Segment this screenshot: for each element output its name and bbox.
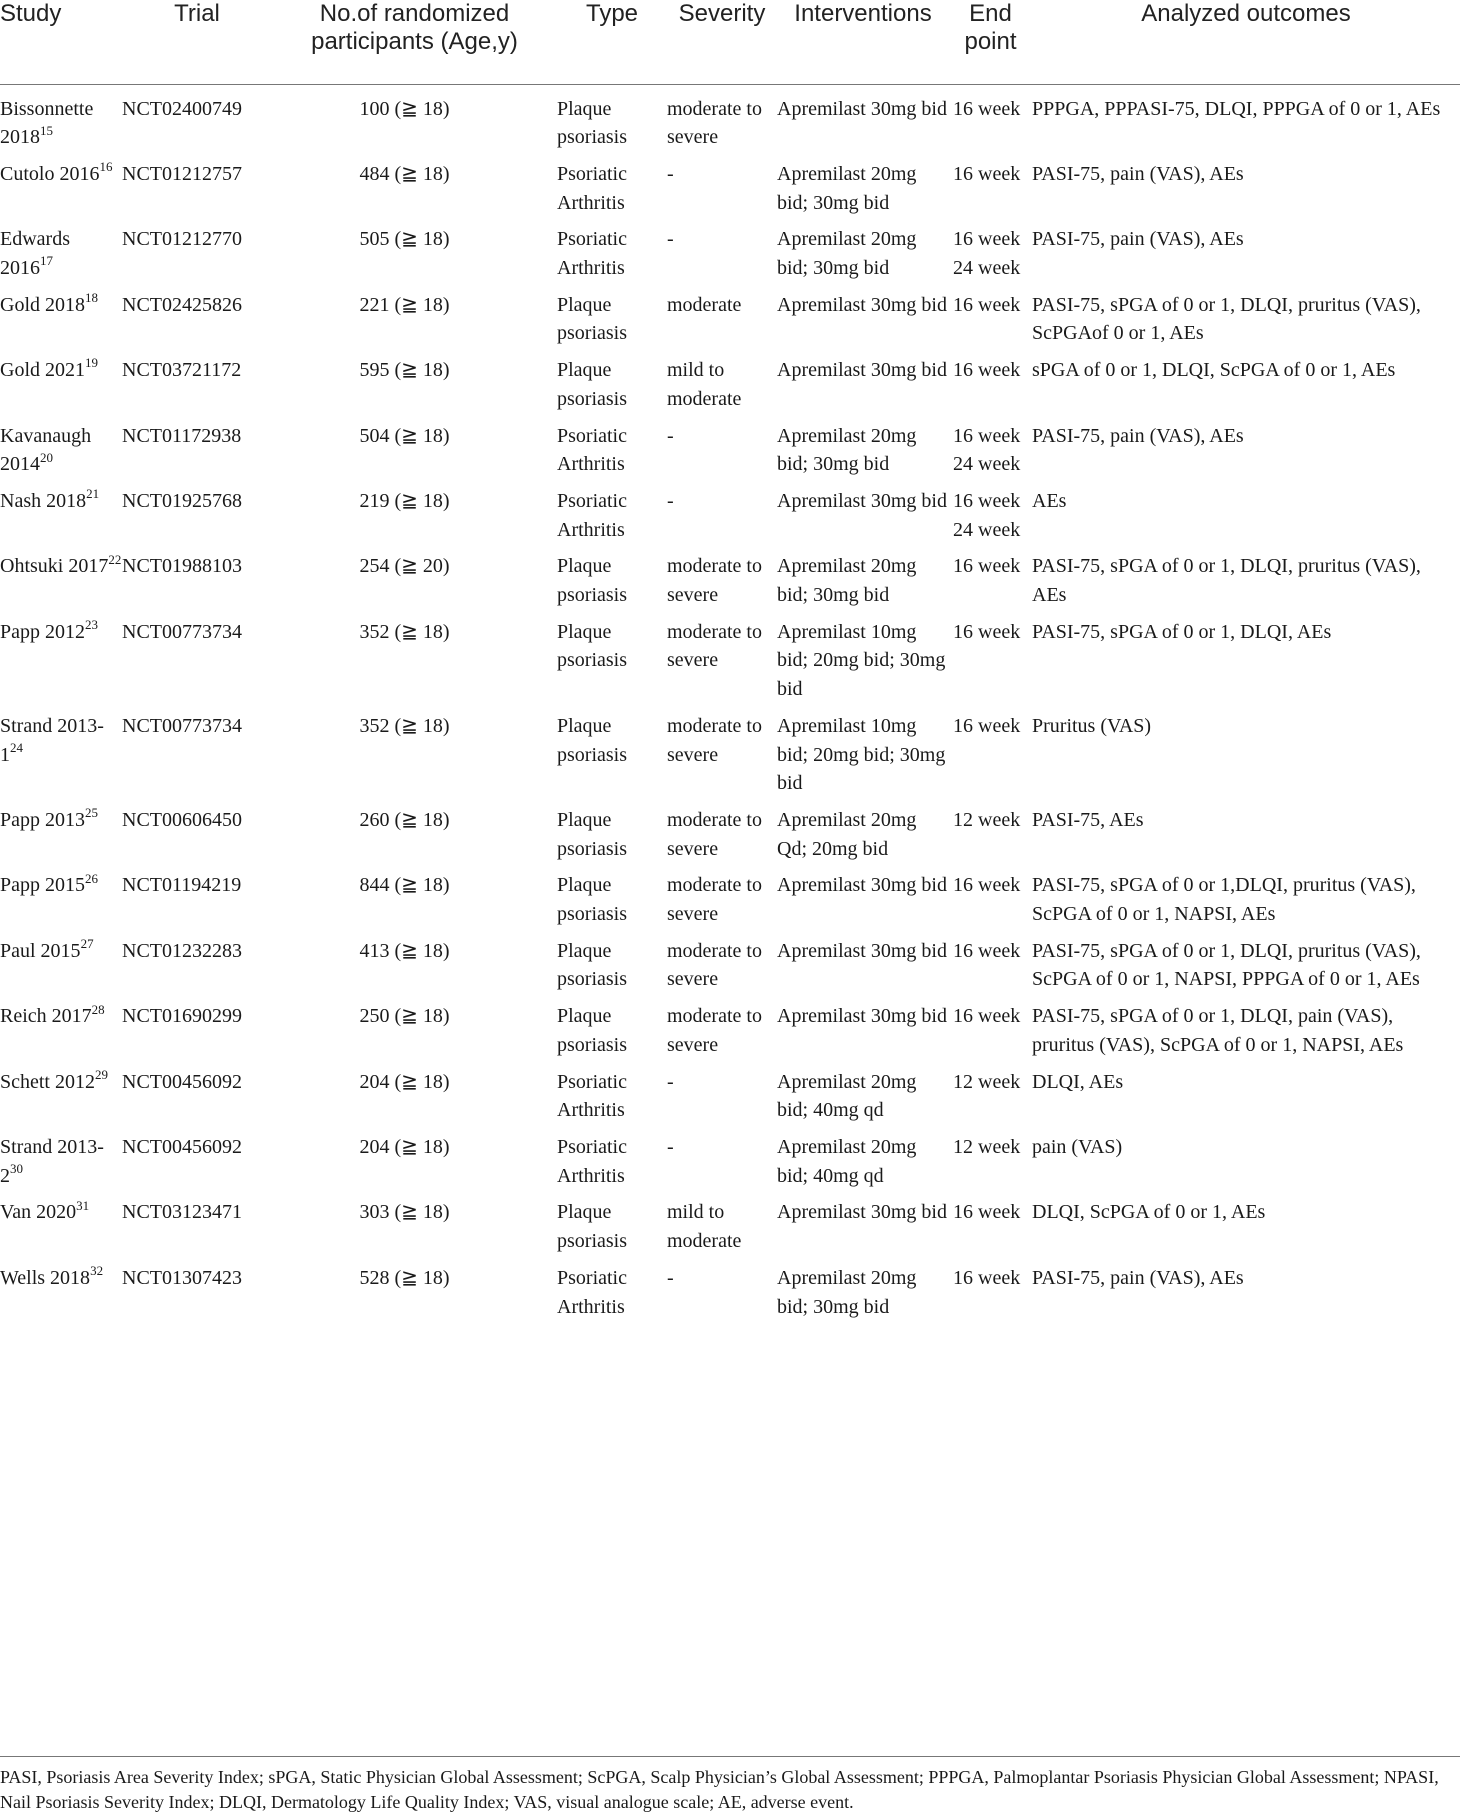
trial-cell: NCT00456092 [122, 1136, 242, 1158]
reference-number: 30 [10, 1161, 23, 1177]
reference-number: 18 [85, 290, 98, 306]
study-name: Ohtsuki 2017 [0, 555, 109, 578]
reference-number: 16 [99, 159, 113, 175]
participants-cell: 484 (≧ 18) [359, 162, 450, 185]
outcomes-cell: DLQI, ScPGA of 0 or 1, AEs [1032, 1201, 1266, 1224]
outcomes-cell: PASI-75, sPGA of 0 or 1,DLQI, pruritus (VAS), ScPGA of 0 or 1, NAPSI, AEs [1032, 874, 1416, 926]
trial-cell: NCT02400749 [122, 97, 242, 120]
table-header [0, 0, 1460, 84]
severity-cell: - [667, 1136, 674, 1158]
end-point-cell: 16 week [953, 555, 1021, 578]
study-cell [0, 552, 122, 617]
table-row [0, 871, 1460, 936]
study-name: Papp 2013 [0, 808, 85, 831]
outcomes-cell: AEs [1032, 489, 1067, 512]
study-cell [0, 1133, 122, 1198]
outcomes-cell: PASI-75, sPGA of 0 or 1, DLQI, pruritus (VAS), AEs [1032, 555, 1421, 607]
outcomes-cell: PASI-75, pain (VAS), AEs [1032, 424, 1244, 447]
type-cell: Plaque psoriasis [557, 620, 627, 672]
interventions-cell: Apremilast 30mg bid [777, 359, 947, 382]
participants-cell: 504 (≧ 18) [359, 424, 450, 447]
interventions-cell: Apremilast 30mg bid [777, 97, 947, 120]
trial-cell: NCT01925768 [122, 489, 242, 512]
header-type: Type [557, 0, 667, 84]
end-point-cell: 16 week [953, 97, 1021, 120]
interventions-cell: Apremilast 30mg bid [777, 939, 947, 962]
interventions-cell: Apremilast 30mg bid [777, 489, 947, 512]
end-point-cell: 16 week 24 week [953, 489, 1021, 541]
trial-cell: NCT00606450 [122, 808, 242, 831]
interventions-cell: Apremilast 20mg Qd; 20mg bid [777, 808, 917, 860]
participants-cell: 260 (≧ 18) [359, 808, 450, 831]
end-point-cell: 16 week [953, 939, 1021, 962]
severity-cell: moderate to severe [667, 874, 762, 926]
trial-cell: NCT01212757 [122, 162, 242, 185]
severity-cell: - [667, 489, 674, 512]
reference-number: 29 [95, 1066, 108, 1082]
outcomes-cell: PASI-75, sPGA of 0 or 1, DLQI, pruritus (VAS), ScPGAof 0 or 1, AEs [1032, 293, 1421, 345]
interventions-cell: Apremilast 20mg bid; 30mg bid [777, 424, 917, 476]
severity-cell: moderate [667, 293, 742, 316]
type-cell: Plaque psoriasis [557, 808, 627, 860]
header-end-point-line-2: point [964, 28, 1017, 55]
header-study: Study [0, 0, 122, 84]
participants-cell: 844 (≧ 18) [359, 874, 450, 897]
outcomes-cell: pain (VAS) [1032, 1136, 1123, 1158]
interventions-cell: Apremilast 20mg bid; 40mg qd [777, 1136, 917, 1187]
outcomes-cell: Pruritus (VAS) [1032, 714, 1152, 737]
table-row [0, 1264, 1460, 1329]
end-point-cell: 16 week [953, 1266, 1021, 1289]
study-name: Nash 2018 [0, 489, 87, 512]
study-name: Gold 2021 [0, 359, 85, 382]
severity-cell: - [667, 1266, 674, 1289]
participants-cell: 204 (≧ 18) [359, 1136, 450, 1158]
study-cell [0, 1002, 122, 1067]
trial-cell: NCT01988103 [122, 555, 242, 578]
type-cell: Psoriatic Arthritis [557, 489, 627, 541]
header-end-point [949, 0, 1032, 84]
severity-cell: moderate to severe [667, 808, 762, 860]
study-name: Paul 2015 [0, 939, 81, 962]
table-row [0, 487, 1460, 552]
type-cell: Plaque psoriasis [557, 555, 627, 607]
end-point-cell: 16 week 24 week [953, 228, 1021, 280]
study-name: Kavanaugh 2014 [0, 424, 92, 476]
interventions-cell: Apremilast 30mg bid [777, 1201, 947, 1224]
study-name: Strand 2013-2 [0, 1136, 104, 1187]
study-cell [0, 356, 122, 421]
outcomes-cell: PASI-75, pain (VAS), AEs [1032, 162, 1244, 185]
table-row [0, 225, 1460, 290]
table-row [0, 422, 1460, 487]
type-cell: Psoriatic Arthritis [557, 228, 627, 280]
end-point-cell: 12 week [953, 1070, 1021, 1093]
table-body [0, 84, 1460, 1329]
study-name: Papp 2012 [0, 620, 85, 643]
participants-cell: 595 (≧ 18) [359, 359, 450, 382]
trial-cell: NCT03123471 [122, 1201, 242, 1224]
trial-cell: NCT01172938 [122, 424, 242, 447]
table-row [0, 618, 1460, 712]
study-cell [0, 291, 122, 356]
reference-number: 32 [90, 1263, 104, 1279]
study-name: Van 2020 [0, 1201, 77, 1224]
type-cell: Psoriatic Arthritis [557, 424, 627, 476]
end-point-cell: 16 week [953, 359, 1021, 382]
severity-cell: moderate to severe [667, 97, 762, 149]
interventions-cell: Apremilast 20mg bid; 40mg qd [777, 1070, 917, 1122]
severity-cell: moderate to severe [667, 1005, 762, 1056]
interventions-cell: Apremilast 30mg bid [777, 1005, 947, 1028]
participants-cell: 204 (≧ 18) [359, 1070, 450, 1093]
outcomes-cell: PASI-75, sPGA of 0 or 1, DLQI, pruritus (VAS), ScPGA of 0 or 1, NAPSI, PPPGA of 0 or 1, AEs [1032, 939, 1421, 991]
type-cell: Psoriatic Arthritis [557, 162, 627, 214]
study-cell [0, 160, 122, 225]
study-cell [0, 618, 122, 712]
type-cell: Psoriatic Arthritis [557, 1070, 627, 1122]
study-name: Edwards 2016 [0, 228, 70, 280]
severity-cell: - [667, 424, 674, 447]
table-row [0, 356, 1460, 421]
type-cell: Plaque psoriasis [557, 359, 627, 410]
outcomes-cell: PASI-75, pain (VAS), AEs [1032, 1266, 1244, 1289]
study-cell [0, 937, 122, 1002]
interventions-cell: Apremilast 20mg bid; 30mg bid [777, 162, 917, 214]
severity-cell: - [667, 228, 674, 251]
severity-cell: moderate to severe [667, 714, 762, 766]
table-row [0, 806, 1460, 871]
type-cell: Plaque psoriasis [557, 1201, 627, 1253]
interventions-cell: Apremilast 20mg bid; 30mg bid [777, 228, 917, 280]
table-row [0, 160, 1460, 225]
interventions-cell: Apremilast 30mg bid [777, 293, 947, 316]
end-point-cell: 16 week [953, 874, 1021, 897]
end-point-cell: 16 week [953, 1201, 1021, 1224]
trial-cell: NCT01212770 [122, 228, 242, 251]
study-name: Schett 2012 [0, 1070, 95, 1093]
outcomes-cell: PPPGA, PPPASI-75, DLQI, PPPGA of 0 or 1, AEs [1032, 97, 1441, 120]
header-severity: Severity [667, 0, 777, 84]
trial-cell: NCT01690299 [122, 1005, 242, 1028]
reference-number: 31 [76, 1197, 90, 1213]
table-row [0, 552, 1460, 617]
interventions-cell: Apremilast 20mg bid; 30mg bid [777, 555, 917, 607]
study-name: Cutolo 2016 [0, 162, 100, 185]
participants-cell: 303 (≧ 18) [359, 1201, 450, 1224]
reference-number: 24 [10, 739, 23, 755]
end-point-cell: 16 week [953, 620, 1021, 643]
reference-number: 17 [40, 253, 53, 269]
table-row [0, 1068, 1460, 1133]
table-row [0, 291, 1460, 356]
trial-cell: NCT00456092 [122, 1070, 242, 1093]
trial-cell: NCT00773734 [122, 620, 242, 643]
table-row [0, 712, 1460, 806]
type-cell: Plaque psoriasis [557, 1005, 627, 1056]
interventions-cell: Apremilast 20mg bid; 30mg bid [777, 1266, 917, 1318]
participants-cell: 528 (≧ 18) [359, 1266, 450, 1289]
severity-cell: mild to moderate [667, 1201, 742, 1253]
trial-cell: NCT01194219 [122, 874, 242, 897]
reference-number: 28 [91, 1001, 105, 1017]
interventions-cell: Apremilast 30mg bid [777, 874, 947, 897]
header-end-point-line-1: End [969, 0, 1012, 27]
severity-cell: moderate to severe [667, 939, 762, 991]
type-cell: Psoriatic Arthritis [557, 1266, 627, 1318]
study-cell [0, 1068, 122, 1133]
header-interventions: Interventions [777, 0, 949, 84]
study-name: Strand 2013-1 [0, 714, 104, 766]
study-cell [0, 225, 122, 290]
outcomes-cell: PASI-75, sPGA of 0 or 1, DLQI, AEs [1032, 620, 1332, 643]
study-cell [0, 1198, 122, 1263]
participants-cell: 221 (≧ 18) [359, 293, 450, 316]
end-point-cell: 16 week [953, 1005, 1021, 1028]
type-cell: Psoriatic Arthritis [557, 1136, 627, 1187]
end-point-cell: 12 week [953, 808, 1021, 831]
end-point-cell: 12 week [953, 1136, 1021, 1158]
interventions-cell: Apremilast 10mg bid; 20mg bid; 30mg bid [777, 714, 946, 795]
table-row [0, 84, 1460, 160]
outcomes-cell: PASI-75, pain (VAS), AEs [1032, 228, 1244, 251]
study-cell [0, 806, 122, 871]
end-point-cell: 16 week 24 week [953, 424, 1021, 476]
header-trial: Trial [122, 0, 272, 84]
table-row [0, 937, 1460, 1002]
reference-number: 21 [86, 486, 100, 502]
table-row [0, 1133, 1460, 1198]
participants-cell: 219 (≧ 18) [359, 489, 450, 512]
outcomes-cell: PASI-75, sPGA of 0 or 1, DLQI, pain (VAS), pruritus (VAS), ScPGA of 0 or 1, NAPSI, AEs [1032, 1005, 1404, 1056]
outcomes-cell: DLQI, AEs [1032, 1070, 1124, 1093]
study-cell [0, 712, 122, 806]
reference-number: 26 [85, 870, 98, 886]
severity-cell: mild to moderate [667, 359, 742, 410]
interventions-cell: Apremilast 10mg bid; 20mg bid; 30mg bid [777, 620, 946, 701]
severity-cell: - [667, 1070, 674, 1093]
participants-cell: 505 (≧ 18) [359, 228, 450, 251]
trial-cell: NCT01232283 [122, 939, 242, 962]
study-cell [0, 84, 122, 160]
table-row [0, 1198, 1460, 1263]
reference-number: 20 [40, 449, 53, 465]
reference-number: 23 [85, 617, 98, 633]
header-participants-line-2: participants (Age,y) [311, 28, 518, 55]
study-cell [0, 871, 122, 936]
severity-cell: - [667, 162, 674, 185]
study-cell [0, 422, 122, 487]
study-name: Gold 2018 [0, 293, 85, 316]
participants-cell: 352 (≧ 18) [359, 714, 450, 737]
type-cell: Plaque psoriasis [557, 874, 627, 926]
trial-cell: NCT02425826 [122, 293, 242, 316]
severity-cell: moderate to severe [667, 620, 762, 672]
participants-cell: 413 (≧ 18) [359, 939, 450, 962]
participants-cell: 254 (≧ 20) [359, 555, 450, 578]
header-analyzed-outcomes: Analyzed outcomes [1032, 0, 1460, 84]
type-cell: Plaque psoriasis [557, 714, 627, 766]
type-cell: Plaque psoriasis [557, 293, 627, 345]
reference-number: 19 [85, 355, 98, 371]
header-participants-line-1: No.of randomized [319, 0, 510, 27]
reference-number: 15 [40, 122, 53, 138]
study-name: Reich 2017 [0, 1005, 92, 1028]
study-name: Wells 2018 [0, 1266, 91, 1289]
outcomes-cell: PASI-75, AEs [1032, 808, 1144, 831]
study-cell [0, 1264, 122, 1329]
header-participants [272, 0, 557, 84]
outcomes-cell: sPGA of 0 or 1, DLQI, ScPGA of 0 or 1, AEs [1032, 359, 1396, 382]
end-point-cell: 16 week [953, 162, 1021, 185]
end-point-cell: 16 week [953, 293, 1021, 316]
participants-cell: 100 (≧ 18) [359, 97, 450, 120]
study-name: Papp 2015 [0, 874, 85, 897]
reference-number: 22 [108, 551, 122, 567]
reference-number: 25 [85, 805, 98, 821]
table-row [0, 1002, 1460, 1067]
severity-cell: moderate to severe [667, 555, 762, 607]
trial-cell: NCT03721172 [122, 359, 242, 382]
participants-cell: 250 (≧ 18) [359, 1005, 450, 1028]
end-point-cell: 16 week [953, 714, 1021, 737]
reference-number: 27 [80, 936, 94, 952]
study-cell [0, 487, 122, 552]
study-name: Bissonnette 2018 [0, 97, 94, 149]
type-cell: Plaque psoriasis [557, 97, 627, 149]
type-cell: Plaque psoriasis [557, 939, 627, 991]
trial-cell: NCT00773734 [122, 714, 242, 737]
trial-cell: NCT01307423 [122, 1266, 242, 1289]
participants-cell: 352 (≧ 18) [359, 620, 450, 643]
table-footnote: PASI, Psoriasis Area Severity Index; sPGA, Static Physician Global Assessment; ScPGA, Scalp Physician’s Global Assessment; PPPGA, Palmoplantar Psoriasis Physician Global Assessment; NPASI, Nail Psoriasis Severity Index; DLQI, Dermatology Life Quality Index; VAS, visual analogue scale; AE, adverse event. [0, 1756, 1460, 1815]
